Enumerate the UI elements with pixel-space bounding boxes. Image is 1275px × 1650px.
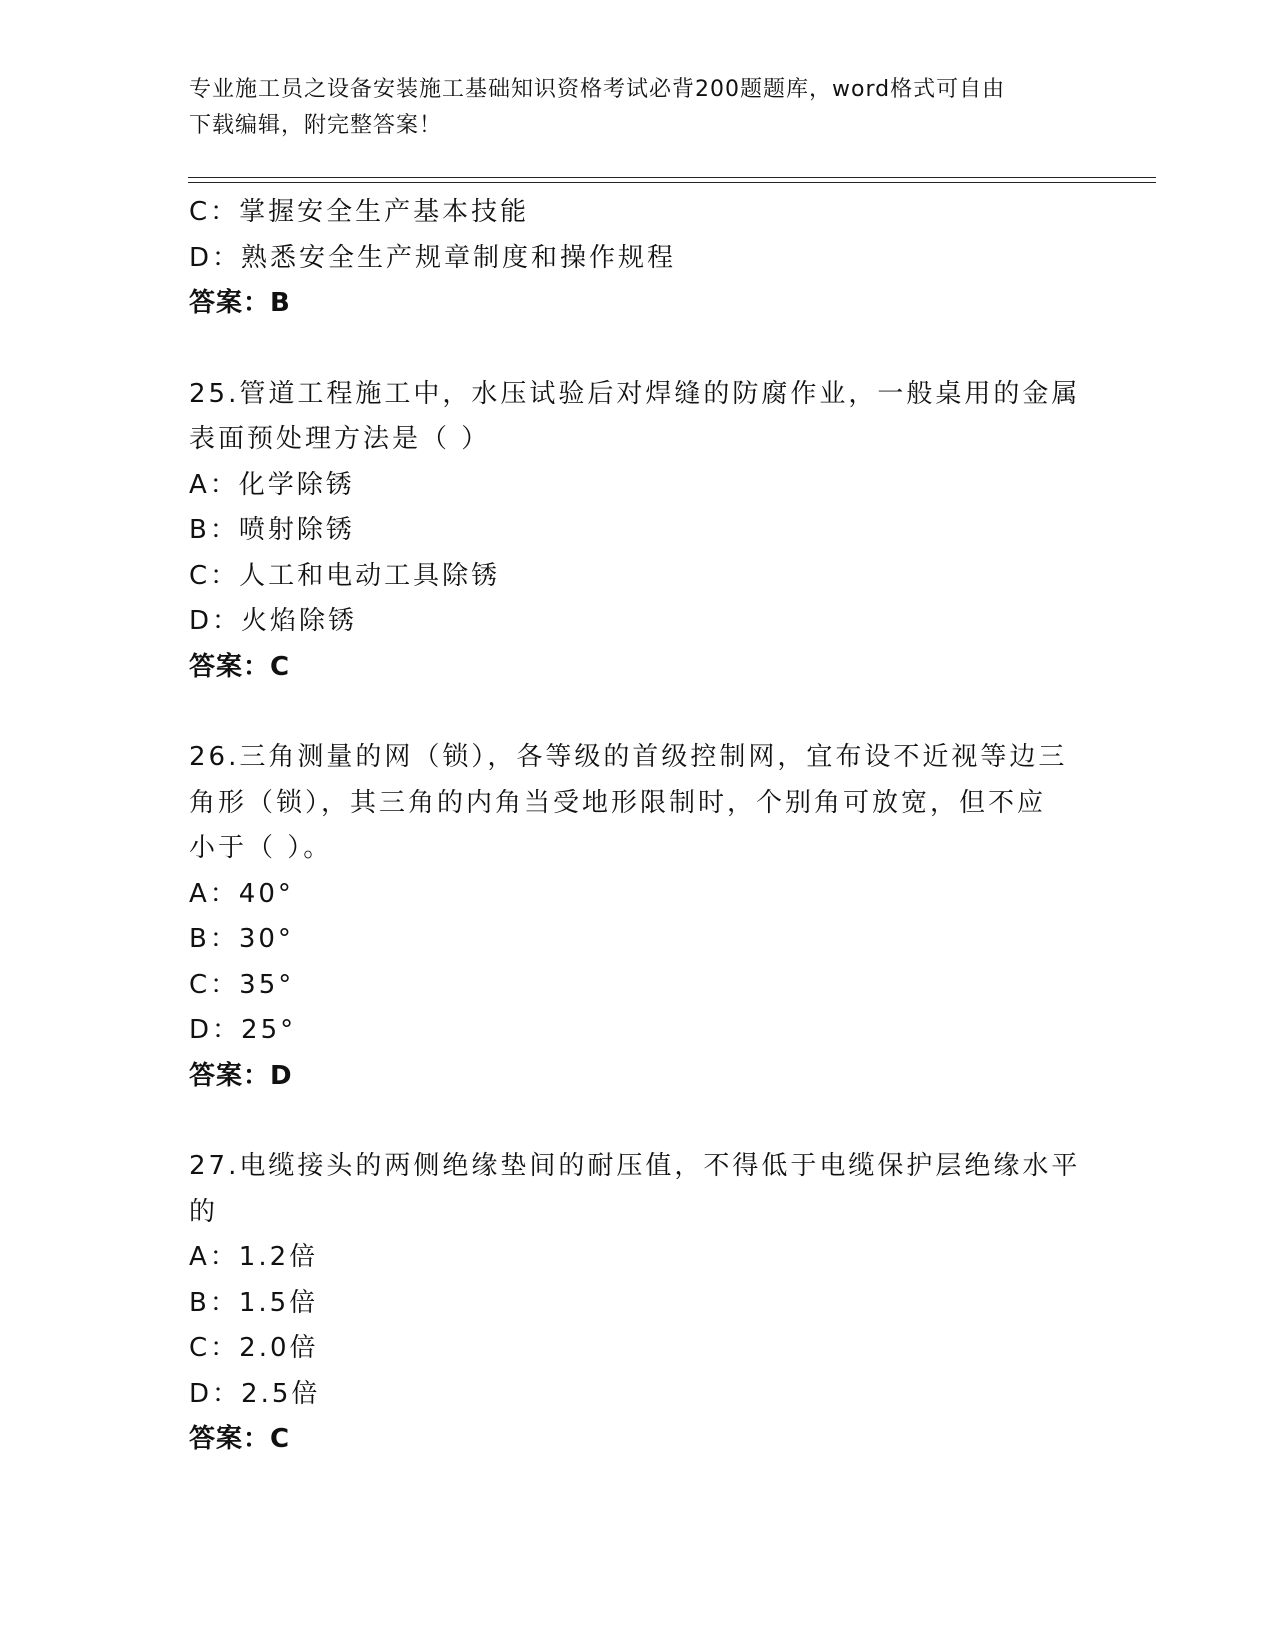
answer-line: 答案：D — [189, 1060, 293, 1091]
answer-line: 答案：B — [189, 288, 291, 318]
option-d: D：2.5倍 — [189, 1378, 321, 1409]
question-text: 的 — [189, 1196, 219, 1227]
option-a: A：1.2倍 — [189, 1242, 319, 1272]
question-25 — [189, 372, 1089, 691]
option-d: D：火焰除锈 — [189, 606, 358, 636]
option-c: C：人工和电动工具除锈 — [189, 560, 501, 591]
question-27 — [189, 1144, 1089, 1463]
previous-question-tail — [189, 190, 1089, 327]
answer-line: 答案：C — [189, 1424, 291, 1454]
option-c: C：35° — [189, 969, 295, 1000]
question-text: 27.电缆接头的两侧绝缘垫间的耐压值，不得低于电缆保护层绝缘水平 — [189, 1151, 1081, 1181]
question-text: 角形（锁），其三角的内角当受地形限制时，个别角可放宽，但不应 — [189, 787, 1047, 818]
header-line-1: 专业施工员之设备安装施工基础知识资格考试必背200题题库，word格式可自由 — [189, 77, 1006, 102]
question-26 — [189, 735, 1089, 1099]
answer-line: 答案：C — [189, 651, 291, 682]
question-text: 小于（ ）。 — [189, 833, 333, 863]
option-b: B：30° — [189, 924, 294, 954]
header-divider-bottom — [188, 182, 1156, 183]
question-text: 26.三角测量的网（锁），各等级的首级控制网，宜布设不近视等边三 — [189, 742, 1068, 772]
question-content — [189, 190, 1089, 1463]
option-c: C：2.0倍 — [189, 1333, 319, 1363]
question-text: 25.管道工程施工中，水压试验后对焊缝的防腐作业，一般桌用的金属 — [189, 378, 1081, 409]
option-c: C：掌握安全生产基本技能 — [189, 197, 530, 227]
option-b: B：喷射除锈 — [189, 515, 355, 545]
option-a: A：化学除锈 — [189, 469, 355, 500]
question-text: 表面预处理方法是（ ） — [189, 424, 491, 454]
option-b: B：1.5倍 — [189, 1287, 319, 1318]
option-d: D：熟悉安全生产规章制度和操作规程 — [189, 242, 677, 273]
option-d: D：25° — [189, 1015, 297, 1045]
header-divider-top — [188, 177, 1156, 178]
document-header — [189, 72, 1089, 144]
option-a: A：40° — [189, 878, 294, 909]
header-line-2: 下载编辑，附完整答案！ — [189, 113, 443, 138]
